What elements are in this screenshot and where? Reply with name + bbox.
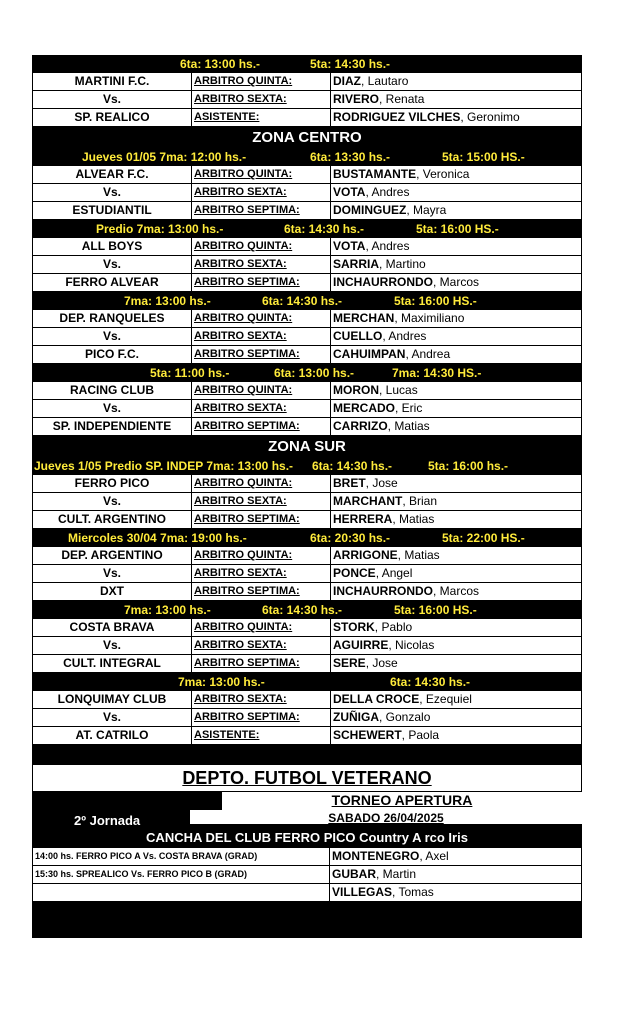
referee-surname: MARCHANT <box>333 494 403 508</box>
team-name: FERRO ALVEAR <box>32 274 191 292</box>
referee-surname: RIVERO <box>333 92 380 106</box>
match-row <box>32 202 582 220</box>
team-name: SP. REALICO <box>32 109 191 127</box>
referee-name <box>330 310 582 328</box>
referee-name <box>330 91 582 109</box>
referee-name <box>330 547 582 565</box>
match-row <box>32 511 582 529</box>
match-row <box>32 418 582 436</box>
veterano-match <box>32 884 329 902</box>
match-blocks <box>32 55 582 745</box>
match-row <box>32 274 582 292</box>
referee-role: ARBITRO QUINTA: <box>191 382 330 400</box>
torneo-title: TORNEO APERTURA <box>222 792 582 810</box>
referee-given-name: , Andres <box>365 185 410 199</box>
team-name: FERRO PICO <box>32 475 191 493</box>
match-row <box>32 346 582 364</box>
referee-role: ARBITRO SEPTIMA: <box>191 418 330 436</box>
match-row <box>32 637 582 655</box>
schedule-time: 6ta: 13:30 hs.- <box>310 150 391 164</box>
referee-given-name: , Martin <box>376 867 417 881</box>
referee-role: ARBITRO SEXTA: <box>191 637 330 655</box>
schedule-time: Predio 7ma: 13:00 hs.- <box>96 222 224 236</box>
referee-surname: DELLA CROCE <box>333 692 420 706</box>
referee-given-name: , Jose <box>365 476 398 490</box>
referee-given-name: , Eric <box>395 401 423 415</box>
schedule-time: 7ma: 14:30 HS.- <box>392 366 482 380</box>
referee-surname: BRET <box>333 476 366 490</box>
referee-name <box>330 511 582 529</box>
referee-role: ARBITRO QUINTA: <box>191 619 330 637</box>
match-row <box>32 109 582 127</box>
schedule-time: Jueves 01/05 7ma: 12:00 hs.- <box>82 150 247 164</box>
match-row <box>32 475 582 493</box>
team-name: ESTUDIANTIL <box>32 202 191 220</box>
referee-name <box>330 382 582 400</box>
versus-label: Vs. <box>32 709 191 727</box>
referee-name <box>330 400 582 418</box>
referee-role: ARBITRO SEPTIMA: <box>191 709 330 727</box>
zone-header: ZONA SUR <box>32 436 582 457</box>
referee-surname: CARRIZO <box>333 419 388 433</box>
referee-given-name: , Andrea <box>405 347 451 361</box>
referee-name <box>330 475 582 493</box>
match-row <box>32 565 582 583</box>
schedule-time: 5ta: 16:00 HS.- <box>416 222 499 236</box>
referee-name <box>330 709 582 727</box>
match-row <box>32 91 582 109</box>
referee-name <box>330 637 582 655</box>
footer-bar <box>32 902 582 938</box>
match-row <box>32 583 582 601</box>
schedule-time: 5ta: 16:00 hs.- <box>428 459 509 473</box>
referee-name <box>330 256 582 274</box>
schedule-time: 6ta: 14:30 hs.- <box>390 675 471 689</box>
referee-given-name: , Marcos <box>433 584 480 598</box>
referee-name <box>330 346 582 364</box>
zone-header: ZONA CENTRO <box>32 127 582 148</box>
referee-surname: ARRIGONE <box>333 548 398 562</box>
versus-label: Vs. <box>32 256 191 274</box>
referee-given-name: , Ezequiel <box>419 692 472 706</box>
match-row <box>32 166 582 184</box>
referee-name <box>330 109 582 127</box>
referee-role: ARBITRO SEXTA: <box>191 184 330 202</box>
referee-role: ARBITRO QUINTA: <box>191 166 330 184</box>
referee-name <box>329 866 582 884</box>
team-name: SP. INDEPENDIENTE <box>32 418 191 436</box>
referee-name <box>330 655 582 673</box>
schedule-time: 7ma: 13:00 hs.- <box>178 675 265 689</box>
referee-surname: PONCE <box>333 566 376 580</box>
referee-given-name: , Pablo <box>374 620 413 634</box>
team-name: AT. CATRILO <box>32 727 191 745</box>
jornada-date: SABADO 26/04/2025 <box>190 810 582 824</box>
versus-label: Vs. <box>32 565 191 583</box>
referee-name <box>330 274 582 292</box>
match-row <box>32 238 582 256</box>
jornada-label: 2º Jornada <box>74 813 141 828</box>
veterano-match: 15:30 hs. SPREALICO Vs. FERRO PICO B (GRAD) <box>32 866 329 884</box>
referee-surname: SARRIA <box>333 257 380 271</box>
referee-given-name: , Matias <box>387 419 430 433</box>
referee-name <box>330 238 582 256</box>
match-row <box>32 547 582 565</box>
team-name: CULT. INTEGRAL <box>32 655 191 673</box>
separator-bar <box>32 745 582 765</box>
referee-surname: STORK <box>333 620 375 634</box>
team-name: COSTA BRAVA <box>32 619 191 637</box>
match-row <box>32 328 582 346</box>
referee-name <box>329 848 582 866</box>
team-name: CULT. ARGENTINO <box>32 511 191 529</box>
schedule-time: 6ta: 20:30 hs.- <box>310 531 391 545</box>
referee-surname: DIAZ <box>333 74 361 88</box>
referee-given-name: , Nicolas <box>388 638 435 652</box>
referee-name <box>330 202 582 220</box>
referee-role: ARBITRO SEPTIMA: <box>191 274 330 292</box>
versus-label: Vs. <box>32 493 191 511</box>
referee-role: ARBITRO SEPTIMA: <box>191 346 330 364</box>
referee-surname: MERCHAN <box>333 311 395 325</box>
match-row <box>32 73 582 91</box>
schedule-bar <box>32 673 582 691</box>
schedule-time: Miercoles 30/04 7ma: 19:00 hs.- <box>68 531 247 545</box>
referee-surname: MONTENEGRO <box>332 849 420 863</box>
schedule-time: 5ta: 16:00 HS.- <box>394 294 477 308</box>
referee-given-name: , Axel <box>419 849 449 863</box>
referee-surname: BUSTAMANTE <box>333 167 417 181</box>
match-row <box>32 382 582 400</box>
match-row <box>32 619 582 637</box>
schedule-bar <box>32 292 582 310</box>
dept-title: DEPTO. FUTBOL VETERANO <box>32 765 582 792</box>
referee-surname: INCHAURRONDO <box>333 275 433 289</box>
referee-role: ARBITRO SEPTIMA: <box>191 511 330 529</box>
jornada-bar <box>32 810 582 828</box>
match-row <box>32 691 582 709</box>
schedule-time: Jueves 1/05 Predio SP. INDEP 7ma: 13:00 hs.- <box>34 459 294 473</box>
schedule-time: 6ta: 13:00 hs.- <box>180 57 261 71</box>
team-name: LONQUIMAY CLUB <box>32 691 191 709</box>
referee-given-name: , Renata <box>379 92 425 106</box>
versus-label: Vs. <box>32 637 191 655</box>
schedule-time: 7ma: 13:00 hs.- <box>124 603 211 617</box>
referee-surname: GUBAR <box>332 867 376 881</box>
match-row <box>32 709 582 727</box>
torneo-bar <box>32 792 582 810</box>
team-name: PICO F.C. <box>32 346 191 364</box>
referee-given-name: , Lautaro <box>361 74 409 88</box>
team-name: ALVEAR F.C. <box>32 166 191 184</box>
match-row <box>32 400 582 418</box>
schedule-bar <box>32 529 582 547</box>
referee-given-name: , Maximiliano <box>394 311 465 325</box>
referee-name <box>330 565 582 583</box>
referee-surname: SERE <box>333 656 366 670</box>
schedule-time: 5ta: 16:00 HS.- <box>394 603 477 617</box>
match-row <box>32 184 582 202</box>
versus-label: Vs. <box>32 328 191 346</box>
match-row <box>32 655 582 673</box>
referee-name <box>330 583 582 601</box>
referee-surname: DOMINGUEZ <box>333 203 407 217</box>
referee-surname: VOTA <box>333 239 366 253</box>
referee-role: ARBITRO QUINTA: <box>191 475 330 493</box>
referee-role: ARBITRO SEPTIMA: <box>191 583 330 601</box>
referee-surname: CAHUIMPAN <box>333 347 406 361</box>
versus-label: Vs. <box>32 400 191 418</box>
referee-surname: VOTA <box>333 185 366 199</box>
schedule-time: 5ta: 22:00 HS.- <box>442 531 525 545</box>
schedule-time: 5ta: 11:00 hs.- <box>150 366 230 380</box>
referee-given-name: , Lucas <box>379 383 418 397</box>
referee-role: ARBITRO SEXTA: <box>191 400 330 418</box>
schedule-time: 7ma: 13:00 hs.- <box>124 294 211 308</box>
referee-name <box>330 166 582 184</box>
referee-name <box>329 884 582 902</box>
veterano-row <box>32 884 582 902</box>
referee-name <box>330 691 582 709</box>
schedule-time: 5ta: 15:00 HS.- <box>442 150 525 164</box>
team-name: ALL BOYS <box>32 238 191 256</box>
referee-given-name: , Angel <box>375 566 413 580</box>
referee-surname: MORON <box>333 383 379 397</box>
referee-surname: VILLEGAS <box>332 885 393 899</box>
referee-name <box>330 619 582 637</box>
referee-name <box>330 184 582 202</box>
schedule-time: 6ta: 14:30 hs.- <box>312 459 393 473</box>
referee-given-name: , Andres <box>382 329 427 343</box>
referee-surname: MERCADO <box>333 401 395 415</box>
veterano-row <box>32 848 582 866</box>
schedule-bar <box>32 148 582 166</box>
team-name: DEP. RANQUELES <box>32 310 191 328</box>
referee-given-name: , Matias <box>397 548 440 562</box>
referee-surname: INCHAURRONDO <box>333 584 433 598</box>
schedule-bar <box>32 55 582 73</box>
referee-given-name: , Geronimo <box>460 110 520 124</box>
match-row <box>32 256 582 274</box>
referee-role: ARBITRO SEXTA: <box>191 493 330 511</box>
referee-role: ARBITRO SEXTA: <box>191 256 330 274</box>
schedule-time: 6ta: 13:00 hs.- <box>274 366 355 380</box>
referee-role: ARBITRO SEPTIMA: <box>191 655 330 673</box>
referee-role: ARBITRO SEXTA: <box>191 91 330 109</box>
referee-surname: HERRERA <box>333 512 393 526</box>
schedule-time: 6ta: 14:30 hs.- <box>262 294 343 308</box>
veterano-row <box>32 866 582 884</box>
referee-role: ARBITRO QUINTA: <box>191 73 330 91</box>
referee-name <box>330 73 582 91</box>
fixture-sheet <box>32 55 582 938</box>
referee-surname: AGUIRRE <box>333 638 389 652</box>
match-row <box>32 727 582 745</box>
referee-given-name: , Veronica <box>416 167 470 181</box>
team-name: MARTINI F.C. <box>32 73 191 91</box>
versus-label: Vs. <box>32 184 191 202</box>
referee-role: ARBITRO QUINTA: <box>191 238 330 256</box>
referee-surname: SCHEWERT <box>333 728 402 742</box>
schedule-time: 6ta: 14:30 hs.- <box>262 603 343 617</box>
match-row <box>32 310 582 328</box>
referee-role: ARBITRO SEXTA: <box>191 691 330 709</box>
referee-given-name: , Mayra <box>406 203 447 217</box>
referee-surname: ZUÑIGA <box>333 710 379 724</box>
referee-role: ASISTENTE: <box>191 109 330 127</box>
referee-given-name: , Gonzalo <box>379 710 431 724</box>
schedule-time: 6ta: 14:30 hs.- <box>284 222 365 236</box>
referee-given-name: , Matias <box>392 512 435 526</box>
cancha-header: CANCHA DEL CLUB FERRO PICO Country A rco Iris <box>32 828 582 848</box>
referee-given-name: , Andres <box>365 239 410 253</box>
schedule-bar <box>32 457 582 475</box>
referee-given-name: , Marcos <box>433 275 480 289</box>
referee-surname: RODRIGUEZ VILCHES <box>333 110 461 124</box>
referee-given-name: , Brian <box>402 494 438 508</box>
referee-name <box>330 328 582 346</box>
team-name: DXT <box>32 583 191 601</box>
versus-label: Vs. <box>32 91 191 109</box>
referee-role: ARBITRO QUINTA: <box>191 310 330 328</box>
referee-given-name: , Martino <box>379 257 426 271</box>
schedule-bar <box>32 601 582 619</box>
referee-name <box>330 418 582 436</box>
schedule-bar <box>32 220 582 238</box>
referee-role: ARBITRO QUINTA: <box>191 547 330 565</box>
referee-given-name: , Jose <box>365 656 398 670</box>
referee-role: ARBITRO SEXTA: <box>191 565 330 583</box>
veterano-match: 14:00 hs. FERRO PICO A Vs. COSTA BRAVA (GRAD) <box>32 848 329 866</box>
referee-role: ARBITRO SEPTIMA: <box>191 202 330 220</box>
match-row <box>32 493 582 511</box>
referee-name <box>330 727 582 745</box>
referee-role: ARBITRO SEXTA: <box>191 328 330 346</box>
schedule-time: 5ta: 14:30 hs.- <box>310 57 391 71</box>
referee-surname: CUELLO <box>333 329 383 343</box>
veterano-rows <box>32 848 582 902</box>
schedule-bar <box>32 364 582 382</box>
referee-given-name: , Tomas <box>392 885 434 899</box>
referee-given-name: , Paola <box>401 728 440 742</box>
team-name: RACING CLUB <box>32 382 191 400</box>
referee-name <box>330 493 582 511</box>
referee-role: ASISTENTE: <box>191 727 330 745</box>
team-name: DEP. ARGENTINO <box>32 547 191 565</box>
